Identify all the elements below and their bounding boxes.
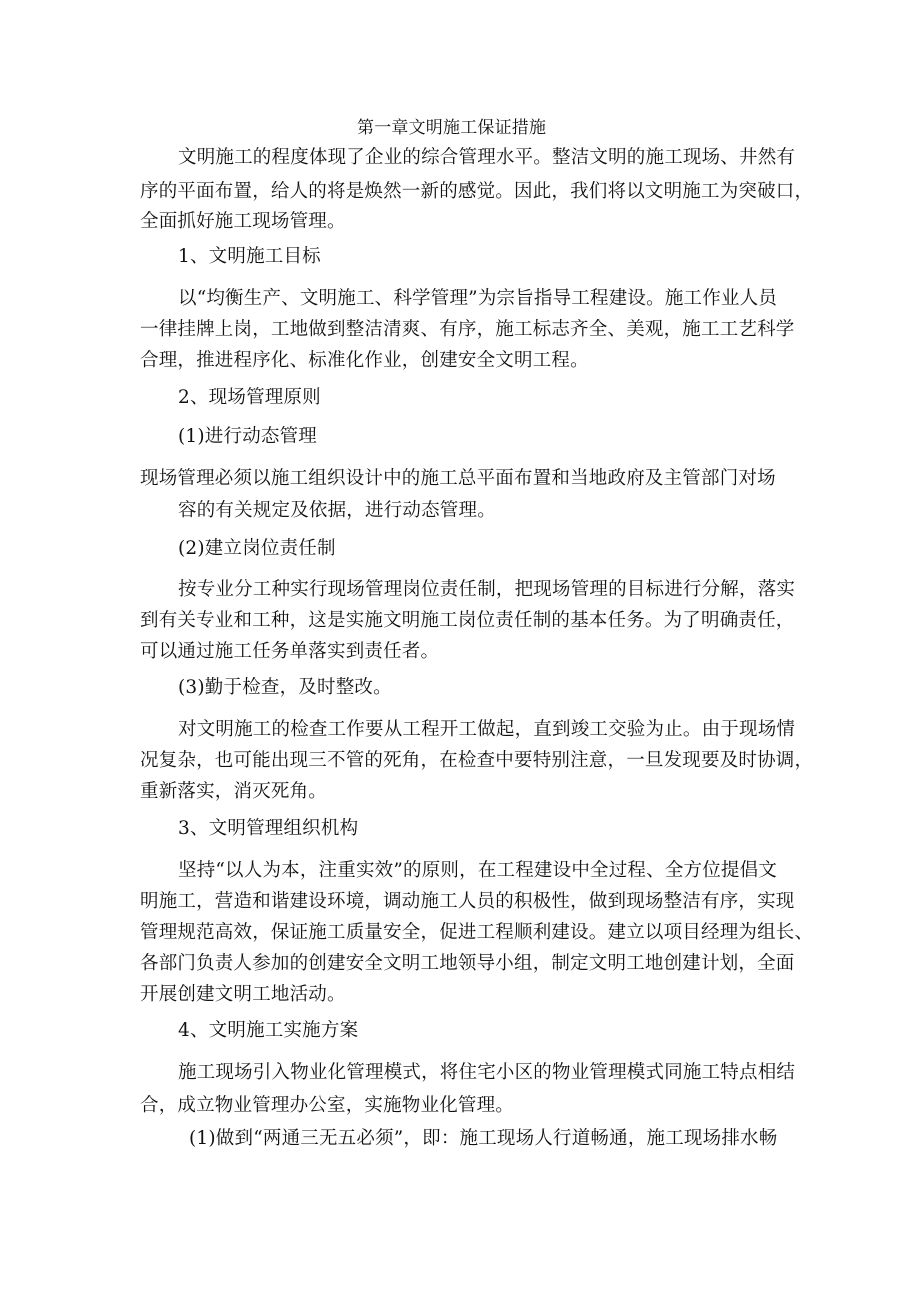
paragraph-line: 按专业分工种实行现场管理岗位责任制，把现场管理的目标进行分解，落实 [178,579,796,600]
paragraph-line: 坚持“以人为本，注重实效”的原则，在工程建设中全过程、全方位提倡文 [178,860,778,881]
document-title: 第一章文明施工保证措施 [357,118,547,138]
subsection-heading: (3)勤于检查，及时整改。 [178,677,392,698]
paragraph-line: 一律挂牌上岗，工地做到整洁清爽、有序，施工标志齐全、美观，施工工艺科学 [140,319,795,340]
section-heading: 2、现场管理原则 [178,387,321,408]
section-heading: 3、文明管理组织机构 [178,818,359,839]
paragraph-line: 重新落实，消灭死角。 [140,781,328,802]
paragraph-line: 合理，推进程序化、标准化作业，创建安全文明工程。 [140,350,589,371]
paragraph-line: 管理规范高效，保证施工质量安全，促进工程顺利建设。建立以项目经理为组长、 [140,922,814,943]
paragraph-line: 现场管理必须以施工组织设计中的施工总平面布置和当地政府及主管部门对场 [140,468,776,489]
intro-line: 序的平面布置，给人的将是焕然一新的感觉。因此，我们将以文明施工为突破口， [140,181,814,202]
paragraph-line: 到有关专业和工种，这是实施文明施工岗位责任制的基本任务。为了明确责任， [140,610,795,631]
intro-line: 全面抓好施工现场管理。 [140,211,346,232]
paragraph-line: 开展创建文明工地活动。 [140,984,346,1005]
subsection-heading: (1)进行动态管理 [178,426,318,447]
paragraph-line: 对文明施工的检查工作要从工程开工做起，直到竣工交验为止。由于现场情 [178,719,796,740]
paragraph-line: 以“均衡生产、文明施工、科学管理”为宗旨指导工程建设。施工作业人员 [178,288,778,309]
paragraph-line: 可以通过施工任务单落实到责任者。 [140,641,440,662]
section-heading: 4、文明施工实施方案 [178,1020,359,1041]
paragraph-line: 施工现场引入物业化管理模式，将住宅小区的物业管理模式同施工特点相结 [178,1062,796,1083]
paragraph-line: 各部门负责人参加的创建安全文明工地领导小组，制定文明工地创建计划，全面 [140,953,795,974]
subsection-heading: (2)建立岗位责任制 [178,538,336,559]
paragraph-line: 合，成立物业管理办公室，实施物业化管理。 [140,1095,515,1116]
paragraph-line: 容的有关规定及依据，进行动态管理。 [178,500,496,521]
paragraph-line: 明施工，营造和谐建设环境，调动施工人员的积极性，做到现场整洁有序，实现 [140,891,795,912]
section-heading: 1、文明施工目标 [178,246,321,267]
list-item: (1)做到“两通三无五必须”，即：施工现场人行道畅通，施工现场排水畅 [189,1128,778,1149]
paragraph-line: 况复杂，也可能出现三不管的死角，在检查中要特别注意，一旦发现要及时协调， [140,750,814,771]
intro-line: 文明施工的程度体现了企业的综合管理水平。整洁文明的施工现场、井然有 [178,147,796,168]
